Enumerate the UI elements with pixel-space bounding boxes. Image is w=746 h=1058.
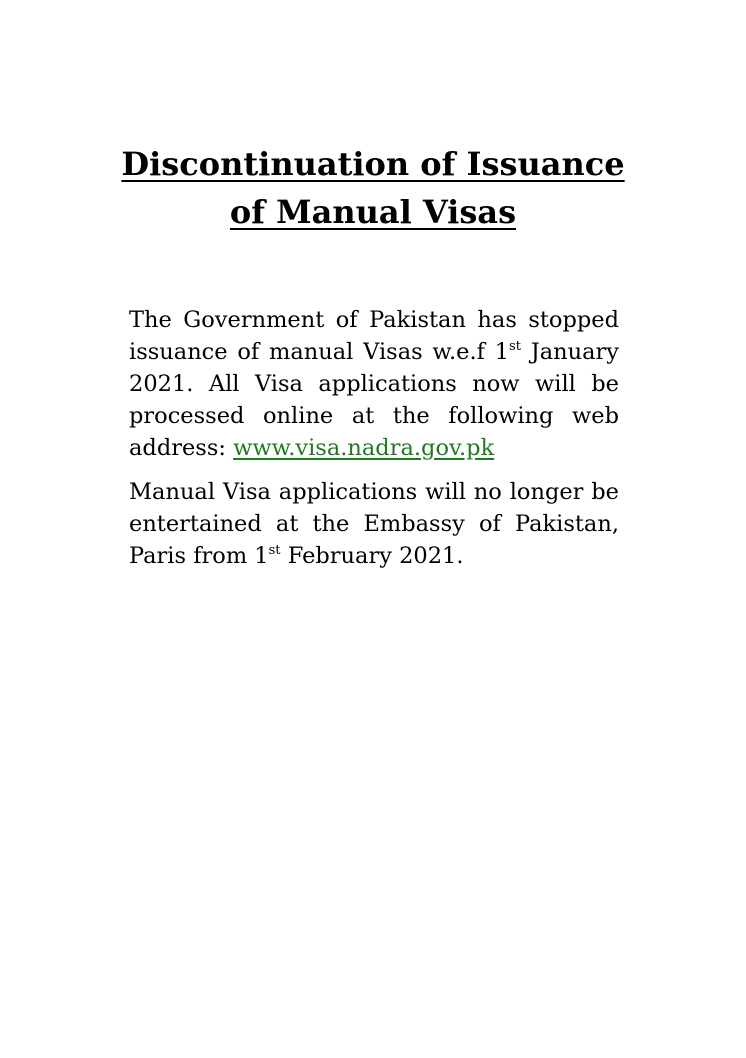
notice-body bbox=[129, 304, 619, 572]
notice-paragraph-2 bbox=[129, 476, 619, 572]
paragraph-2-text: Manual Visa applications will no longer be entertained at the Embassy of Pakistan, Paris from 1 bbox=[129, 479, 619, 569]
title-line-1: Discontinuation of Issuance bbox=[121, 145, 625, 183]
title-line-2: of Manual Visas bbox=[229, 193, 517, 231]
ordinal-suffix: st bbox=[509, 339, 521, 354]
ordinal-suffix: st bbox=[268, 543, 281, 558]
visa-portal-link[interactable]: www.visa.nadra.gov.pk bbox=[233, 435, 495, 461]
paragraph-2-text-continued: February 2021. bbox=[280, 543, 464, 569]
page-title bbox=[100, 140, 646, 236]
paragraph-1-text: The Government of Pakistan has stopped issuance of manual Visas w.e.f 1 bbox=[129, 307, 619, 365]
notice-paragraph-1 bbox=[129, 304, 619, 464]
paragraph-1-text-continued: January 2021. All Visa applications now will be processed online at the following web address: bbox=[129, 339, 619, 461]
